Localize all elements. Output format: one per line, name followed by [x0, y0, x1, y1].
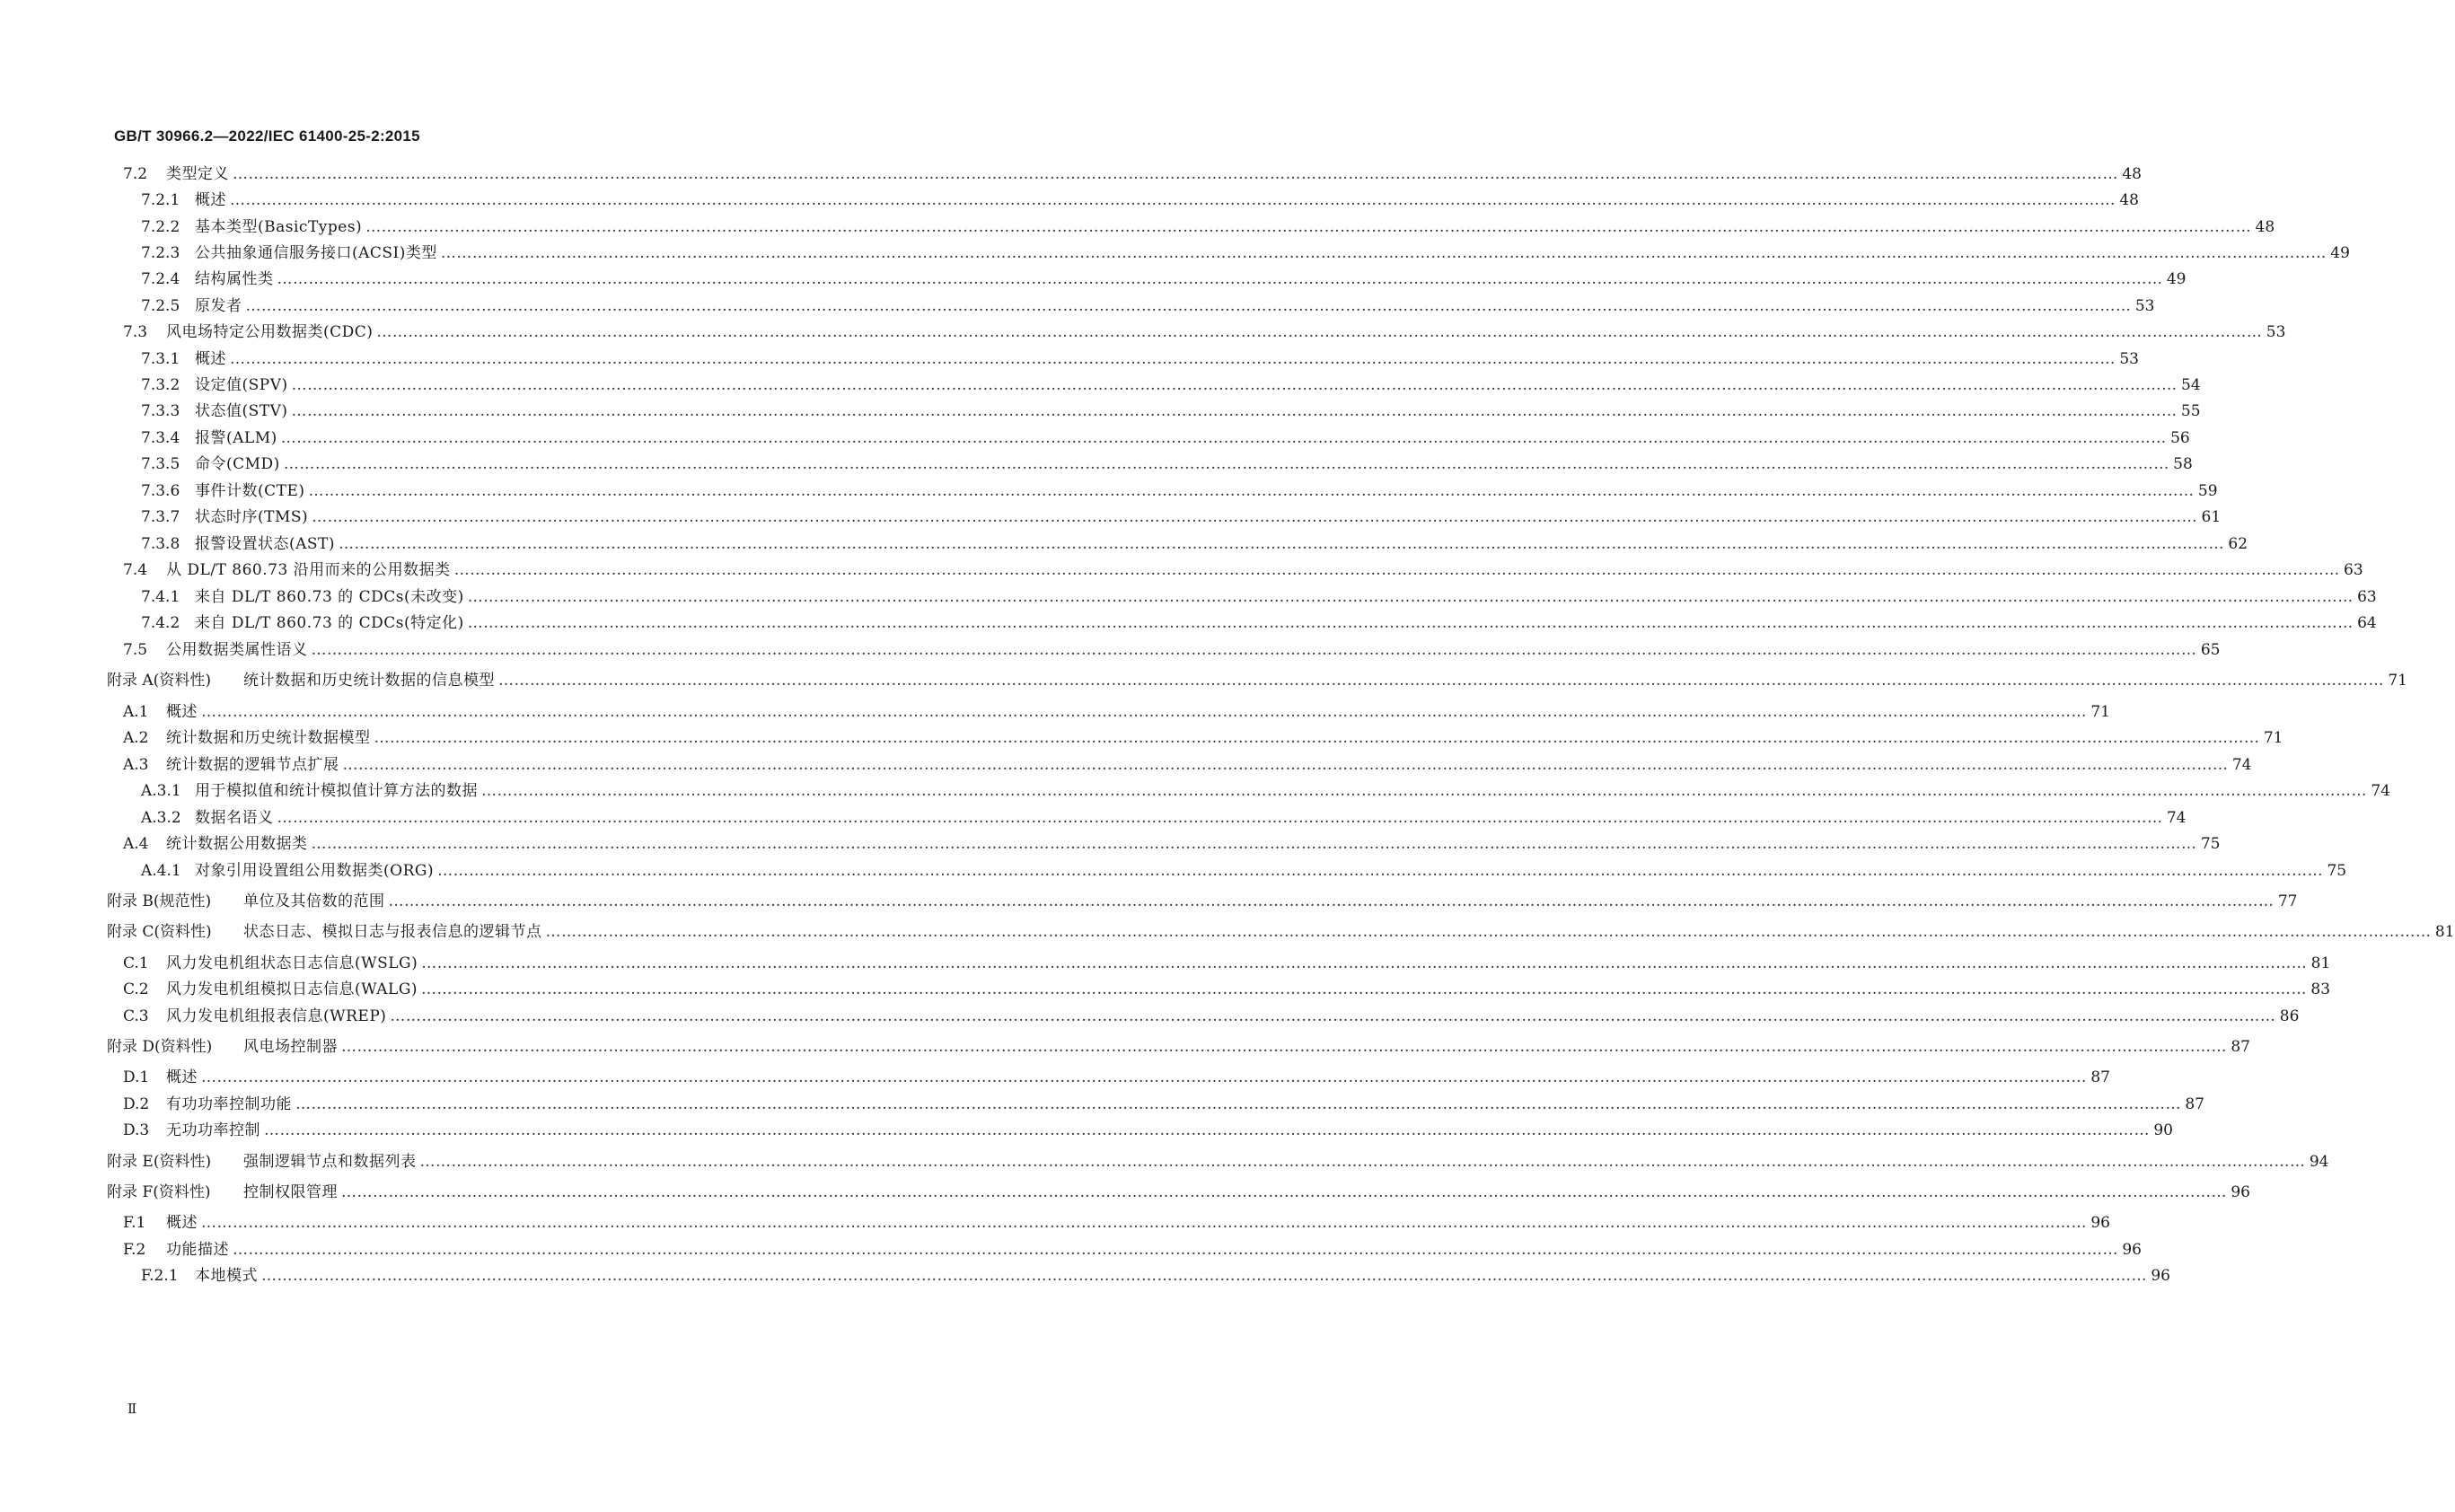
dot-leader: ……………………………………………………………………………………………………………………………………………………………………………………………………………………………………………………………………………………………………………………………… [291, 402, 2178, 420]
toc-entry-title: 风力发电机组模拟日志信息(WALG) [166, 980, 418, 998]
toc-entry-number: 7.3.1 [141, 350, 180, 368]
toc-entry-number: C.3 [123, 1007, 149, 1025]
toc-entry-page: 53 [2266, 323, 2286, 341]
toc-entry[interactable] [141, 347, 2139, 371]
toc-entry-page: 48 [2255, 218, 2275, 236]
dot-leader: ……………………………………………………………………………………………………………………………………………………………………………………………………………………………………………………………………………………………………………………………… [437, 862, 2324, 880]
toc-entry-number: 7.3.4 [141, 429, 180, 447]
toc-entry-number: 附录 F(资料性) [107, 1183, 211, 1201]
toc-entry-title: 概述 [195, 350, 226, 368]
toc-entry-page: 74 [2231, 756, 2252, 774]
toc-entry-page: 86 [2279, 1007, 2300, 1025]
toc-entry[interactable] [123, 700, 2110, 724]
toc-entry-number: A.4.1 [141, 862, 181, 880]
toc-entry[interactable] [107, 890, 2298, 913]
toc-entry-page: 96 [2231, 1183, 2250, 1201]
dot-leader: ……………………………………………………………………………………………………………………………………………………………………………………………………………………………………………………………………………………………………………………………… [201, 1068, 2087, 1086]
toc-entry-title: 原发者 [195, 297, 242, 315]
toc-entry-number: A.3 [123, 756, 149, 774]
toc-entry-number: A.3.1 [141, 782, 181, 800]
dot-leader: ……………………………………………………………………………………………………………………………………………………………………………………………………………………………………………………………………………………………………………………………… [339, 535, 2225, 553]
dot-leader: ……………………………………………………………………………………………………………………………………………………………………………………………………………………………………………………………………………………………………………………………… [295, 1095, 2181, 1113]
toc-entry[interactable] [141, 242, 2350, 265]
toc-entry-number: 7.3.8 [141, 535, 180, 553]
toc-entry-page: 96 [2151, 1267, 2170, 1285]
toc-entry[interactable] [141, 453, 2193, 476]
document-number-header: GB/T 30966.2—2022/IEC 61400-25-2:2015 [114, 127, 420, 145]
dot-leader: ……………………………………………………………………………………………………………………………………………………………………………………………………………………………………………………………………………………………………………………………… [467, 588, 2354, 606]
toc-entry-number: 7.3.2 [141, 376, 180, 394]
toc-entry-title: 对象引用设置组公用数据类(ORG) [195, 862, 435, 880]
dot-leader: ……………………………………………………………………………………………………………………………………………………………………………………………………………………………………………………………………………………………………………………………… [201, 703, 2087, 721]
toc-entry-title: 命令(CMD) [195, 455, 280, 473]
toc-entry[interactable] [107, 1035, 2250, 1059]
toc-entry-title: 结构属性类 [195, 270, 274, 288]
toc-entry-title: 风力发电机组报表信息(WREP) [166, 1007, 387, 1025]
toc-entry-number: 7.3.7 [141, 508, 180, 526]
toc-entry-title: 公共抽象通信服务接口(ACSI)类型 [195, 244, 437, 262]
toc-entry-number: 附录 A(资料性) [107, 672, 211, 690]
toc-entry-number: F.2 [123, 1241, 146, 1259]
toc-entry[interactable] [107, 669, 2407, 692]
toc-entry-page: 81 [2434, 923, 2455, 941]
dot-leader: ……………………………………………………………………………………………………………………………………………………………………………………………………………………………………………………………………………………………………………………………… [545, 923, 2432, 941]
dot-leader: ……………………………………………………………………………………………………………………………………………………………………………………………………………………………………………………………………………………………………………………………… [390, 1007, 2276, 1025]
toc-entry-title: 用于模拟值和统计模拟值计算方法的数据 [195, 782, 478, 800]
toc-entry-title: 有功功率控制功能 [166, 1095, 292, 1113]
dot-leader: ……………………………………………………………………………………………………………………………………………………………………………………………………………………………………………………………………………………………………………………………… [376, 323, 2263, 341]
toc-entry-title: 强制逻辑节点和数据列表 [243, 1153, 417, 1171]
toc-entry-title: 报警(ALM) [195, 429, 277, 447]
toc-entry-number: 7.3.5 [141, 455, 180, 473]
dot-leader: ……………………………………………………………………………………………………………………………………………………………………………………………………………………………………………………………………………………………………………………………… [280, 429, 2167, 447]
toc-entry[interactable] [141, 215, 2275, 239]
dot-leader: ……………………………………………………………………………………………………………………………………………………………………………………………………………………………………………………………………………………………………………………………… [341, 1183, 2227, 1201]
dot-leader: ……………………………………………………………………………………………………………………………………………………………………………………………………………………………………………………………………………………………………………………………… [277, 809, 2163, 827]
toc-entry-title: 从 DL/T 860.73 沿用而来的公用数据类 [166, 561, 451, 579]
toc-entry-title: 风电场控制器 [243, 1038, 338, 1056]
toc-entry[interactable] [141, 505, 2222, 529]
toc-entry-page: 87 [2231, 1038, 2250, 1056]
toc-entry-title: 无功功率控制 [166, 1121, 260, 1139]
dot-leader: ……………………………………………………………………………………………………………………………………………………………………………………………………………………………………………………………………………………………………………………………… [283, 455, 2169, 473]
toc-entry[interactable] [123, 1005, 2300, 1028]
toc-entry-page: 61 [2201, 508, 2222, 526]
toc-entry[interactable] [141, 374, 2201, 397]
toc-entry-title: 风电场特定公用数据类(CDC) [166, 323, 374, 341]
toc-entry-page: 58 [2173, 455, 2193, 473]
toc-entry-page: 96 [2090, 1214, 2110, 1232]
page-number: Ⅱ [128, 1401, 137, 1417]
toc-entry[interactable] [141, 426, 2190, 450]
toc-entry-number: 附录 C(资料性) [107, 923, 212, 941]
toc-entry[interactable] [123, 1093, 2204, 1116]
dot-leader: ……………………………………………………………………………………………………………………………………………………………………………………………………………………………………………………………………………………………………………………………… [440, 244, 2327, 262]
toc-entry[interactable] [107, 920, 2455, 944]
toc-entry-title: 概述 [195, 191, 226, 209]
dot-leader: ……………………………………………………………………………………………………………………………………………………………………………………………………………………………………………………………………………………………………………………………… [233, 1241, 2118, 1259]
toc-entry-page: 94 [2309, 1153, 2329, 1171]
toc-entry[interactable] [123, 978, 2331, 1001]
toc-entry[interactable] [123, 753, 2252, 777]
toc-entry-page: 64 [2357, 614, 2377, 632]
toc-entry-number: A.4 [123, 835, 149, 853]
toc-entry-page: 87 [2185, 1095, 2204, 1113]
dot-leader: ……………………………………………………………………………………………………………………………………………………………………………………………………………………………………………………………………………………………………………………………… [311, 835, 2197, 853]
toc-entry[interactable] [123, 726, 2283, 750]
toc-entry-title: 概述 [166, 1214, 198, 1232]
toc-entry-page: 56 [2170, 429, 2190, 447]
toc-entry[interactable] [107, 1181, 2250, 1204]
toc-entry-title: 风力发电机组状态日志信息(WSLG) [166, 954, 418, 972]
toc-entry[interactable] [141, 294, 2155, 318]
toc-entry-page: 87 [2090, 1068, 2110, 1086]
dot-leader: ……………………………………………………………………………………………………………………………………………………………………………………………………………………………………………………………………………………………………………………………… [311, 641, 2197, 659]
toc-entry-title: 来自 DL/T 860.73 的 CDCs(特定化) [195, 614, 464, 632]
toc-entry-number: 7.2.5 [141, 297, 180, 315]
dot-leader: ……………………………………………………………………………………………………………………………………………………………………………………………………………………………………………………………………………………………………………………………… [277, 270, 2163, 288]
toc-entry-number: D.3 [123, 1121, 150, 1139]
toc-entry-page: 90 [2153, 1121, 2173, 1139]
toc-entry-number: A.3.2 [141, 809, 181, 827]
toc-entry-title: 统计数据的逻辑节点扩展 [166, 756, 339, 774]
toc-entry-page: 49 [2330, 244, 2350, 262]
toc-entry[interactable] [141, 779, 2390, 803]
dot-leader: ……………………………………………………………………………………………………………………………………………………………………………………………………………………………………………………………………………………………………………………………… [264, 1121, 2150, 1139]
toc-entry-number: 7.2.1 [141, 191, 180, 209]
dot-leader: ……………………………………………………………………………………………………………………………………………………………………………………………………………………………………………………………………………………………………………………………… [467, 614, 2354, 632]
toc-entry-number: A.2 [123, 729, 149, 747]
toc-entry-number: 7.3 [123, 323, 148, 341]
dot-leader: ……………………………………………………………………………………………………………………………………………………………………………………………………………………………………………………………………………………………………………………………… [374, 729, 2260, 747]
toc-entry-title: 报警设置状态(AST) [195, 535, 336, 553]
toc-entry-page: 96 [2122, 1241, 2142, 1259]
toc-entry-page: 63 [2357, 588, 2377, 606]
toc-entry-page: 75 [2327, 862, 2347, 880]
dot-leader: ……………………………………………………………………………………………………………………………………………………………………………………………………………………………………………………………………………………………………………………………… [230, 191, 2116, 209]
dot-leader: ……………………………………………………………………………………………………………………………………………………………………………………………………………………………………………………………………………………………………………………………… [230, 350, 2116, 368]
toc-entry[interactable] [123, 952, 2331, 975]
toc-entry-number: C.1 [123, 954, 149, 972]
toc-entry-number: F.1 [123, 1214, 146, 1232]
toc-entry-page: 71 [2263, 729, 2283, 747]
toc-entry[interactable] [141, 859, 2347, 883]
toc-entry-title: 来自 DL/T 860.73 的 CDCs(未改变) [195, 588, 464, 606]
dot-leader: ……………………………………………………………………………………………………………………………………………………………………………………………………………………………………………………………………………………………………………………………… [481, 782, 2367, 800]
toc-entry-page: 74 [2166, 809, 2187, 827]
toc-entry[interactable] [141, 585, 2377, 609]
toc-entry[interactable] [141, 400, 2201, 423]
toc-entry[interactable] [141, 1264, 2170, 1288]
toc-entry-title: 统计数据和历史统计数据的信息模型 [243, 672, 495, 690]
dot-leader: ……………………………………………………………………………………………………………………………………………………………………………………………………………………………………………………………………………………………………………………………… [365, 218, 2252, 236]
toc-entry-title: 统计数据和历史统计数据模型 [166, 729, 371, 747]
toc-entry-number: 7.5 [123, 641, 148, 659]
toc-entry-page: 59 [2197, 482, 2218, 500]
dot-leader: ……………………………………………………………………………………………………………………………………………………………………………………………………………………………………………………………………………………………………………………………… [312, 508, 2198, 526]
toc-entry-page: 48 [2122, 165, 2142, 183]
toc-entry[interactable] [123, 163, 2142, 186]
toc-entry-number: 7.3.3 [141, 402, 180, 420]
toc-entry-title: 公用数据类属性语义 [166, 641, 308, 659]
toc-entry[interactable] [123, 1211, 2110, 1235]
toc-entry-title: 概述 [166, 1068, 198, 1086]
toc-entry-title: 事件计数(CTE) [195, 482, 305, 500]
toc-entry[interactable] [123, 321, 2286, 344]
toc-entry-title: 本地模式 [195, 1267, 258, 1285]
toc-entry-page: 53 [2119, 350, 2139, 368]
toc-entry-number: D.1 [123, 1068, 150, 1086]
toc-entry-page: 83 [2310, 980, 2331, 998]
toc-entry-number: 7.4.1 [141, 588, 180, 606]
dot-leader: ……………………………………………………………………………………………………………………………………………………………………………………………………………………………………………………………………………………………………………………………… [342, 756, 2229, 774]
toc-entry-page: 55 [2180, 402, 2201, 420]
toc-entry-number: 7.3.6 [141, 482, 180, 500]
toc-entry-title: 基本类型(BasicTypes) [195, 218, 363, 236]
toc-entry-page: 62 [2228, 535, 2248, 553]
toc-entry[interactable] [141, 189, 2139, 212]
toc-entry-page: 74 [2371, 782, 2390, 800]
toc-entry-page: 71 [2388, 672, 2407, 690]
toc-entry-page: 81 [2310, 954, 2331, 972]
toc-entry[interactable] [123, 558, 2363, 582]
toc-entry-number: D.2 [123, 1095, 150, 1113]
dot-leader: ……………………………………………………………………………………………………………………………………………………………………………………………………………………………………………………………………………………………………………………………… [498, 672, 2384, 690]
toc-entry-page: 71 [2090, 703, 2110, 721]
toc-entry[interactable] [141, 479, 2218, 503]
toc-entry-number: 7.2.2 [141, 218, 180, 236]
toc-entry[interactable] [123, 1119, 2173, 1142]
toc-entry-title: 单位及其倍数的范围 [243, 892, 385, 910]
toc-entry-title: 状态日志、模拟日志与报表信息的逻辑节点 [243, 923, 542, 941]
dot-leader: ……………………………………………………………………………………………………………………………………………………………………………………………………………………………………………………………………………………………………………………………… [453, 561, 2340, 579]
dot-leader: ……………………………………………………………………………………………………………………………………………………………………………………………………………………………………………………………………………………………………………………………… [201, 1214, 2087, 1232]
toc-entry-page: 49 [2166, 270, 2187, 288]
toc-entry-title: 控制权限管理 [243, 1183, 338, 1201]
toc-entry[interactable] [107, 1150, 2329, 1174]
toc-entry[interactable] [123, 638, 2221, 662]
dot-leader: ……………………………………………………………………………………………………………………………………………………………………………………………………………………………………………………………………………………………………………………………… [341, 1038, 2227, 1056]
toc-entry-number: 7.2.3 [141, 244, 180, 262]
toc-entry-page: 48 [2119, 191, 2139, 209]
toc-entry-title: 数据名语义 [195, 809, 274, 827]
toc-entry[interactable] [141, 806, 2187, 830]
toc-entry-page: 53 [2134, 297, 2155, 315]
toc-entry-number: C.2 [123, 980, 149, 998]
toc-entry-page: 75 [2200, 835, 2221, 853]
toc-entry-page: 63 [2344, 561, 2363, 579]
toc-entry-title: 统计数据公用数据类 [166, 835, 308, 853]
toc-entry-title: 状态时序(TMS) [195, 508, 309, 526]
toc-entry-number: 7.2.4 [141, 270, 180, 288]
toc-entry-page: 77 [2277, 892, 2298, 910]
toc-entry[interactable] [123, 1066, 2110, 1089]
toc-entry-number: 7.4.2 [141, 614, 180, 632]
toc-entry-number: 附录 E(资料性) [107, 1153, 212, 1171]
toc-entry[interactable] [141, 611, 2377, 635]
dot-leader: ……………………………………………………………………………………………………………………………………………………………………………………………………………………………………………………………………………………………………………………………… [261, 1267, 2147, 1285]
toc-entry-number: F.2.1 [141, 1267, 179, 1285]
toc-entry-page: 65 [2200, 641, 2221, 659]
toc-entry-number: 附录 B(规范性) [107, 892, 212, 910]
toc-entry-number: 7.4 [123, 561, 148, 579]
dot-leader: ……………………………………………………………………………………………………………………………………………………………………………………………………………………………………………………………………………………………………………………………… [419, 1153, 2306, 1171]
dot-leader: ……………………………………………………………………………………………………………………………………………………………………………………………………………………………………………………………………………………………………………………………… [388, 892, 2275, 910]
dot-leader: ……………………………………………………………………………………………………………………………………………………………………………………………………………………………………………………………………………………………………………………………… [291, 376, 2178, 394]
toc-entry-title: 概述 [166, 703, 198, 721]
dot-leader: ……………………………………………………………………………………………………………………………………………………………………………………………………………………………………………………………………………………………………………………………… [245, 297, 2132, 315]
dot-leader: ……………………………………………………………………………………………………………………………………………………………………………………………………………………………………………………………………………………………………………………………… [421, 980, 2308, 998]
toc-entry-number: 7.2 [123, 165, 148, 183]
toc-entry[interactable] [141, 268, 2187, 291]
toc-entry-page: 54 [2181, 376, 2201, 394]
toc-entry-title: 功能描述 [166, 1241, 229, 1259]
toc-entry-title: 状态值(STV) [195, 402, 288, 420]
toc-entry[interactable] [141, 532, 2248, 556]
dot-leader: ……………………………………………………………………………………………………………………………………………………………………………………………………………………………………………………………………………………………………………………………… [233, 165, 2118, 183]
toc-entry[interactable] [123, 832, 2221, 856]
toc-entry-title: 设定值(SPV) [195, 376, 288, 394]
toc-entry[interactable] [123, 1238, 2142, 1261]
toc-entry-number: 附录 D(资料性) [107, 1038, 213, 1056]
dot-leader: ……………………………………………………………………………………………………………………………………………………………………………………………………………………………………………………………………………………………………………………………… [308, 482, 2195, 500]
toc-entry-number: A.1 [123, 703, 149, 721]
dot-leader: ……………………………………………………………………………………………………………………………………………………………………………………………………………………………………………………………………………………………………………………………… [421, 954, 2308, 972]
toc-entry-title: 类型定义 [166, 165, 229, 183]
